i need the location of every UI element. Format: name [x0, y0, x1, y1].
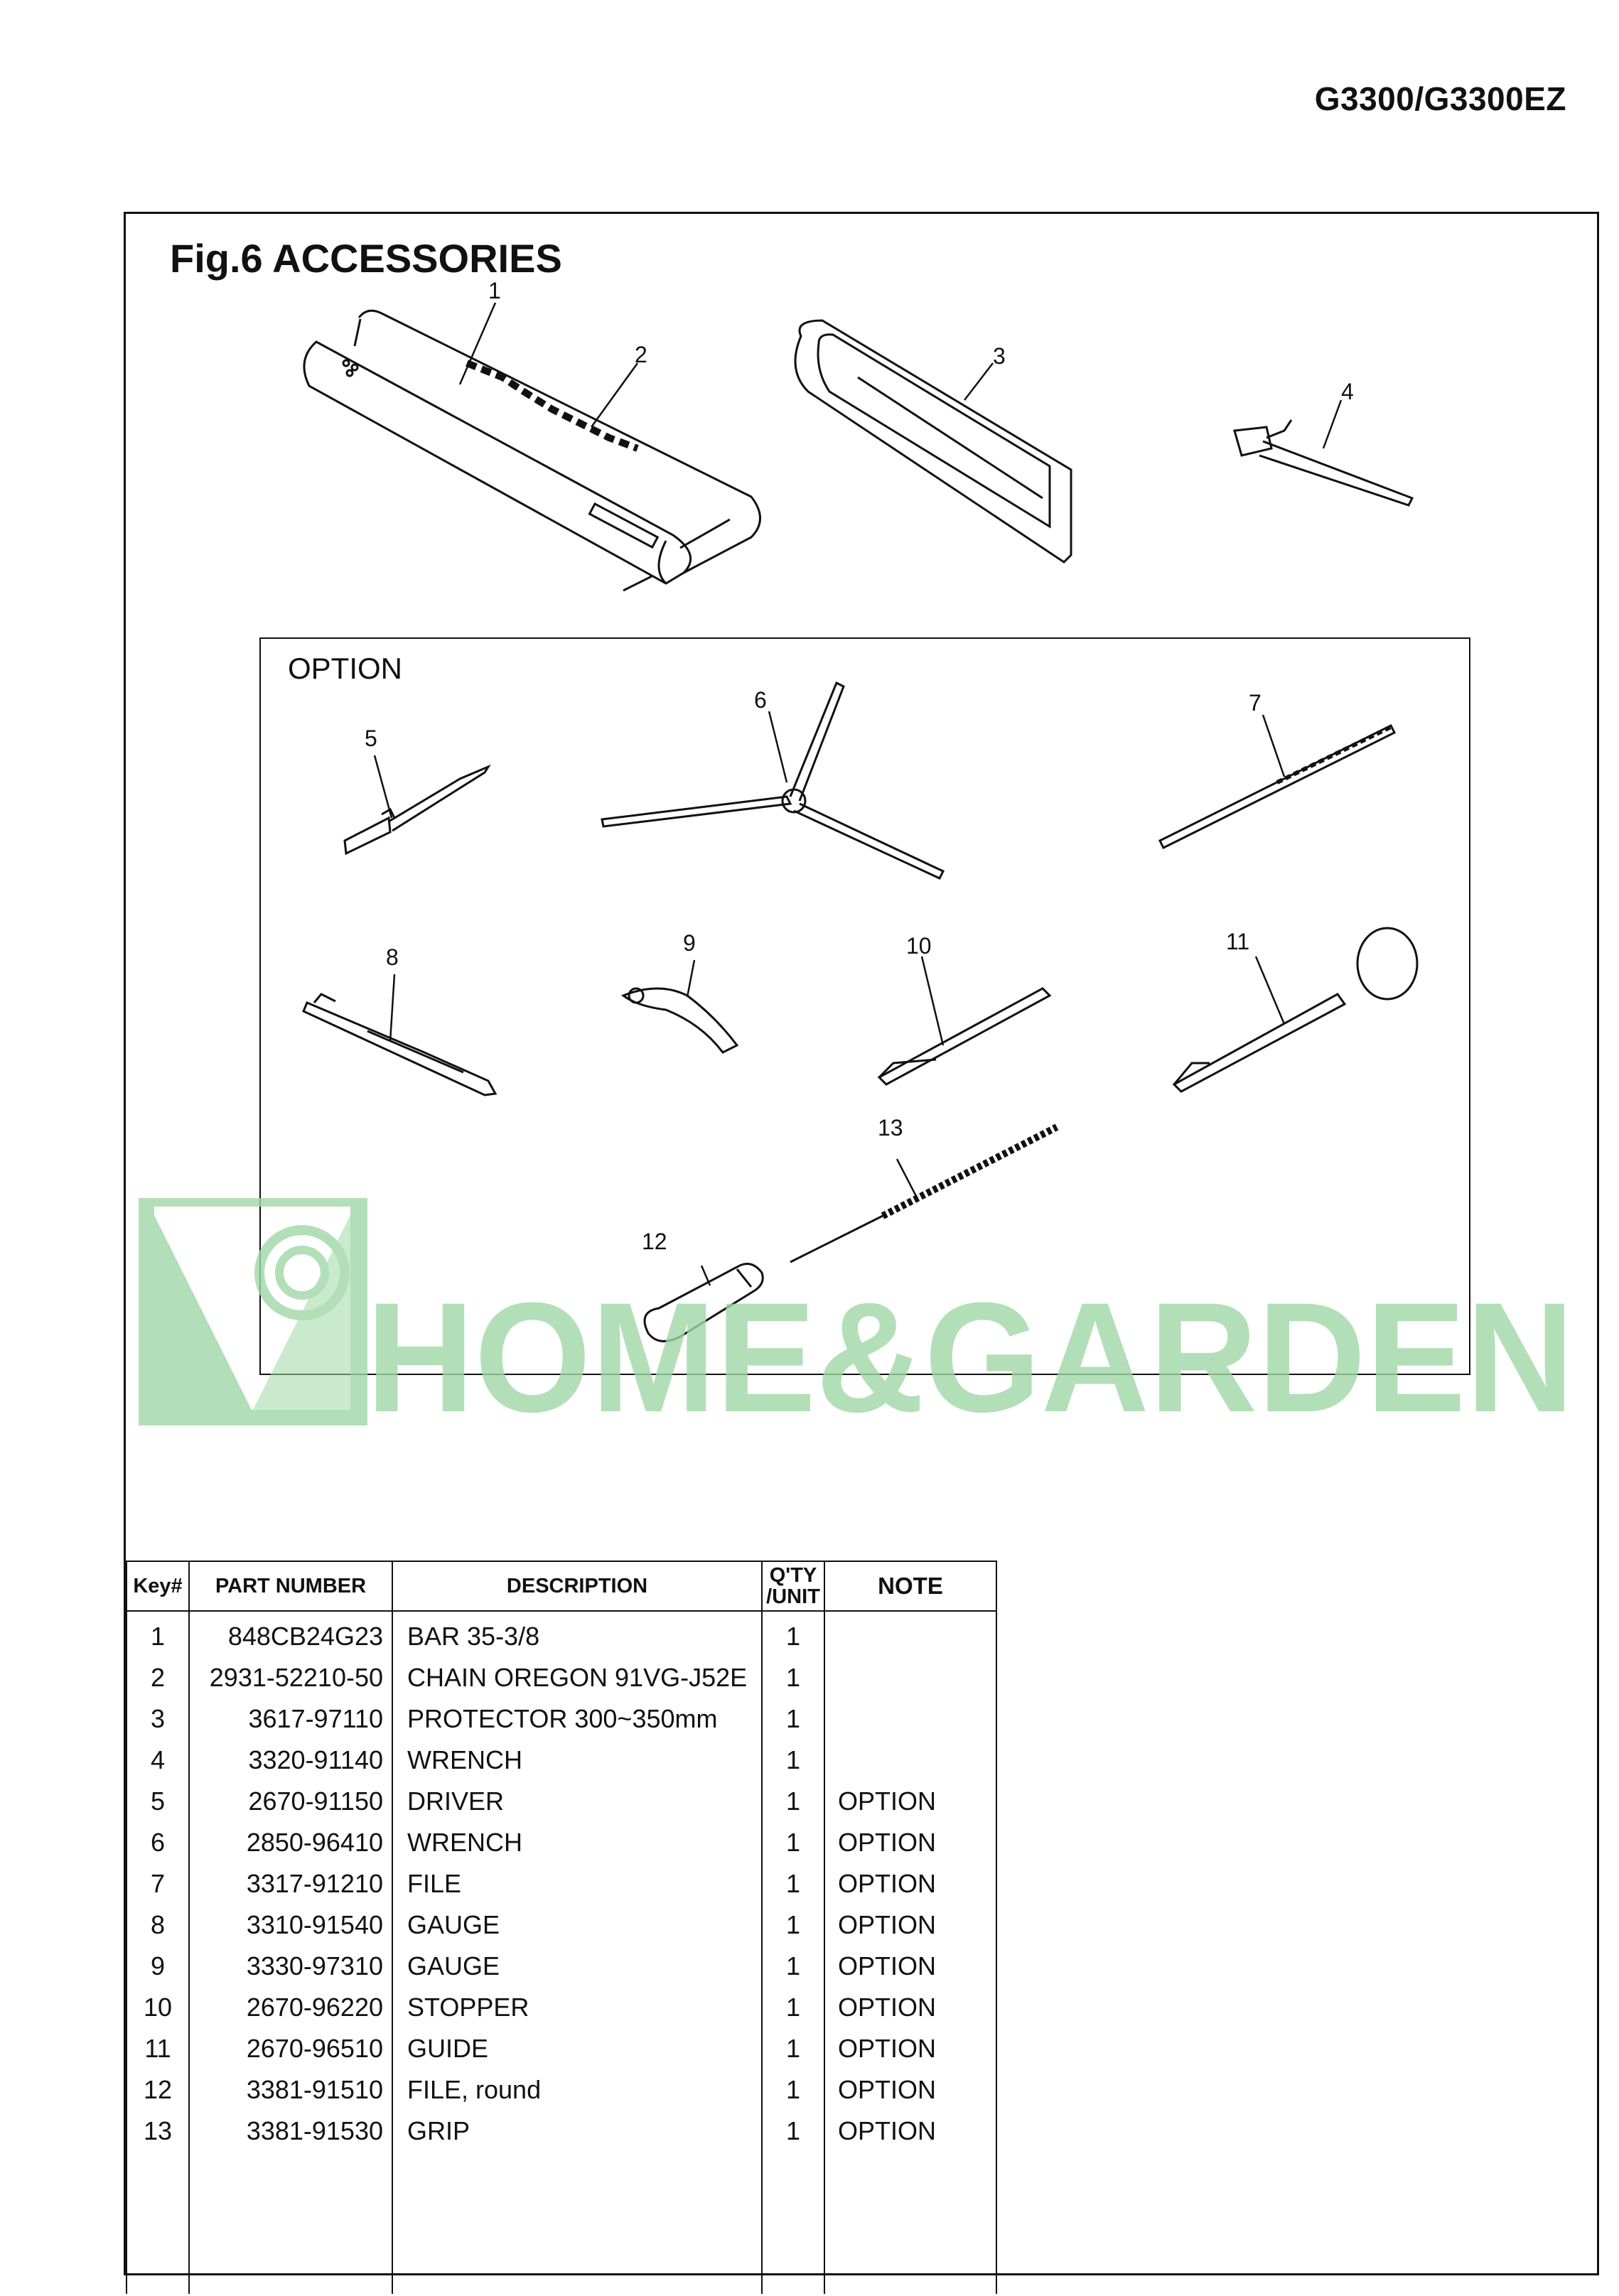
row-part-number: 3317-91210	[189, 1863, 392, 1904]
table-header-row	[127, 1561, 996, 1611]
row-key: 12	[127, 2069, 189, 2111]
row-part-number: 2670-96220	[189, 1987, 392, 2028]
row-qty: 1	[762, 1904, 824, 1946]
callout-8: 8	[386, 944, 399, 970]
row-key: 10	[127, 1987, 189, 2028]
callout-4: 4	[1341, 379, 1354, 404]
row-part-number: 3381-91530	[189, 2111, 392, 2152]
row-note: OPTION	[824, 1946, 996, 1987]
row-note: OPTION	[824, 1863, 996, 1904]
row-note	[824, 1698, 996, 1740]
watermark-text: HOME&GARDEN	[366, 1270, 1574, 1425]
row-description: PROTECTOR 300~350mm	[392, 1698, 762, 1740]
row-key: 6	[127, 1822, 189, 1863]
figure-title: Fig.6 ACCESSORIES	[170, 236, 562, 281]
row-part-number: 2850-96410	[189, 1822, 392, 1863]
row-note: OPTION	[824, 1987, 996, 2028]
row-qty: 1	[762, 1740, 824, 1781]
row-note: OPTION	[824, 2111, 996, 2152]
row-description: WRENCH	[392, 1740, 762, 1781]
table-row	[127, 1822, 996, 1863]
row-key: 5	[127, 1781, 189, 1822]
row-note: OPTION	[824, 2028, 996, 2069]
header-qty-line1: Q'TY	[769, 1563, 817, 1587]
row-note	[824, 1611, 996, 1657]
row-qty: 1	[762, 2069, 824, 2111]
row-description: GAUGE	[392, 1946, 762, 1987]
row-description: CHAIN OREGON 91VG-J52E	[392, 1657, 762, 1698]
row-description: GUIDE	[392, 2028, 762, 2069]
table-row	[127, 1740, 996, 1781]
row-qty: 1	[762, 2028, 824, 2069]
watermark	[139, 1198, 1587, 1425]
option-label: OPTION	[288, 652, 403, 685]
row-description: STOPPER	[392, 1987, 762, 2028]
filler-cell	[189, 2152, 392, 2294]
row-part-number: 3310-91540	[189, 1904, 392, 1946]
table-row	[127, 2069, 996, 2111]
callout-10: 10	[906, 933, 932, 959]
row-note: OPTION	[824, 1904, 996, 1946]
table-row	[127, 1904, 996, 1946]
callout-7: 7	[1249, 690, 1262, 716]
row-key: 3	[127, 1698, 189, 1740]
row-qty: 1	[762, 1781, 824, 1822]
row-part-number: 2670-91150	[189, 1781, 392, 1822]
table-row	[127, 2111, 996, 2152]
callout-6: 6	[754, 687, 767, 713]
filler-cell	[392, 2152, 762, 2294]
combination-wrench-drawing	[1235, 420, 1412, 505]
row-description: GRIP	[392, 2111, 762, 2152]
row-description: BAR 35-3/8	[392, 1611, 762, 1657]
callout-9: 9	[683, 930, 696, 956]
table-row	[127, 1863, 996, 1904]
model-number: G3300/G3300EZ	[1314, 80, 1566, 117]
row-key: 2	[127, 1657, 189, 1698]
callout-12: 12	[642, 1229, 667, 1254]
row-qty: 1	[762, 1822, 824, 1863]
watermark-logo-icon	[146, 1198, 359, 1418]
callout-5: 5	[365, 726, 377, 751]
row-note	[824, 1740, 996, 1781]
table-filler-row	[127, 2152, 996, 2294]
row-part-number: 3320-91140	[189, 1740, 392, 1781]
row-part-number: 2670-96510	[189, 2028, 392, 2069]
row-note	[824, 1657, 996, 1698]
table-row	[127, 1987, 996, 2028]
row-part-number: 3381-91510	[189, 2069, 392, 2111]
row-description: WRENCH	[392, 1822, 762, 1863]
saw-chain-drawing	[467, 363, 638, 448]
row-part-number: 2931-52210-50	[189, 1657, 392, 1698]
row-key: 8	[127, 1904, 189, 1946]
row-qty: 1	[762, 1657, 824, 1698]
row-part-number: 3617-97110	[189, 1698, 392, 1740]
row-description: FILE	[392, 1863, 762, 1904]
table-row	[127, 2028, 996, 2069]
header-description: DESCRIPTION	[392, 1561, 762, 1611]
row-description: DRIVER	[392, 1781, 762, 1822]
table-row	[127, 1781, 996, 1822]
row-qty: 1	[762, 1987, 824, 2028]
row-key: 9	[127, 1946, 189, 1987]
header-part-number: PART NUMBER	[189, 1561, 392, 1611]
table-row	[127, 1611, 996, 1657]
page-frame	[124, 212, 1599, 2275]
table-row	[127, 1657, 996, 1698]
bar-protector-drawing	[795, 320, 1071, 562]
filler-cell	[762, 2152, 824, 2294]
callout-13: 13	[878, 1115, 903, 1141]
callout-1: 1	[488, 278, 501, 303]
header-qty	[762, 1561, 824, 1611]
row-qty: 1	[762, 2111, 824, 2152]
row-description: GAUGE	[392, 1904, 762, 1946]
row-note: OPTION	[824, 1781, 996, 1822]
row-key: 1	[127, 1611, 189, 1657]
callout-2: 2	[635, 342, 647, 367]
header-key: Key#	[127, 1561, 189, 1611]
callout-11: 11	[1226, 929, 1250, 954]
header-qty-line2: /UNIT	[766, 1585, 820, 1608]
parts-table	[126, 1561, 997, 2294]
row-qty: 1	[762, 1698, 824, 1740]
table-row	[127, 1698, 996, 1740]
row-key: 13	[127, 2111, 189, 2152]
row-qty: 1	[762, 1863, 824, 1904]
row-key: 7	[127, 1863, 189, 1904]
header-note: NOTE	[824, 1561, 996, 1611]
row-key: 4	[127, 1740, 189, 1781]
row-qty: 1	[762, 1611, 824, 1657]
row-note: OPTION	[824, 2069, 996, 2111]
row-key: 11	[127, 2028, 189, 2069]
row-qty: 1	[762, 1946, 824, 1987]
row-note: OPTION	[824, 1822, 996, 1863]
row-description: FILE, round	[392, 2069, 762, 2111]
table-row	[127, 1946, 996, 1987]
filler-cell	[824, 2152, 996, 2294]
callout-3: 3	[993, 343, 1006, 369]
filler-cell	[127, 2152, 189, 2294]
row-part-number: 3330-97310	[189, 1946, 392, 1987]
guide-bar-drawing	[304, 311, 760, 591]
row-part-number: 848CB24G23	[189, 1611, 392, 1657]
